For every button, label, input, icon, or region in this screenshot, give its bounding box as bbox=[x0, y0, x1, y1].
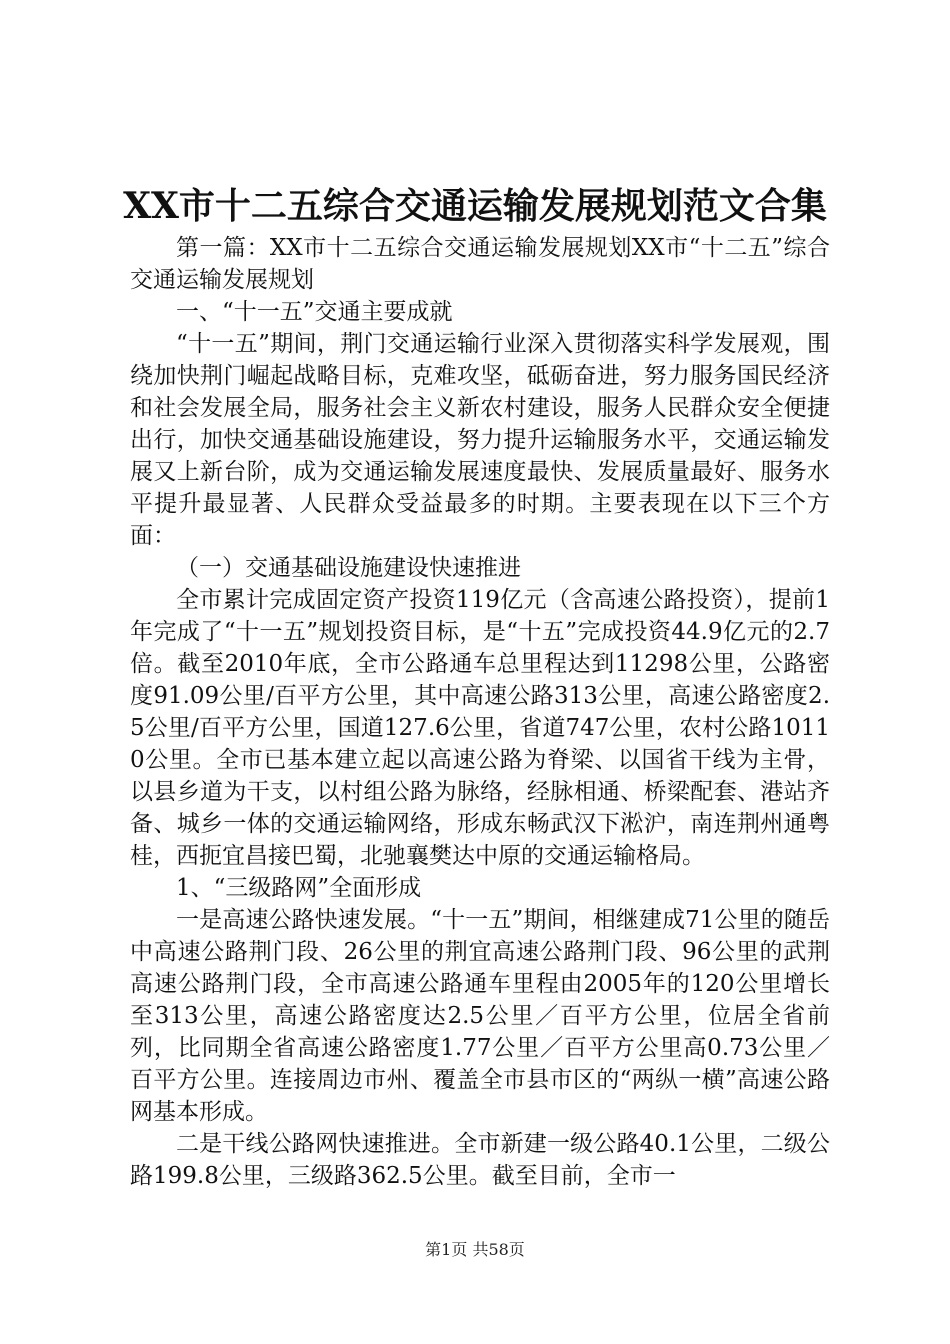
document-title: XX市十二五综合交通运输发展规划范文合集 bbox=[123, 185, 827, 227]
paragraph-highway: 一是高速公路快速发展。“十一五”期间，相继建成71公里的随岳中高速公路荆门段、26公里的荆宜高速公路荆门段、96公里的武荆高速公路荆门段，全市高速公路通车里程由2005年的120公里增长至313公里，高速公路密度达2.5公里／百平方公里，位居全省前列，比同期全省高速公路密度1.77公里／百平方公里高0.73公里／百平方公里。连接周边市州、覆盖全市县市区的“两纵一横”高速公路网基本形成。 bbox=[130, 907, 830, 1125]
item-heading-1: 1、“三级路网”全面形成 bbox=[176, 875, 422, 901]
subsection-heading-1: （一）交通基础设施建设快速推进 bbox=[176, 555, 521, 581]
paragraph-investment: 全市累计完成固定资产投资119亿元（含高速公路投资），提前1年完成了“十一五”规划投资目标，是“十五”完成投资44.9亿元的2.7倍。截至2010年底，全市公路通车总里程达到11298公里，公路密度91.09公里/百平方公里，其中高速公路313公里，高速公路密度2.5公里/百平方公里，国道127.6公里，省道747公里，农村公路10110公里。全市已基本建立起以高速公路为脊梁、以国省干线为主骨，以县乡道为干支，以村组公路为脉络，经脉相通、桥梁配套、港站齐备、城乡一体的交通运输网络，形成东畅武汉下淞沪，南连荆州通粤桂，西扼宜昌接巴蜀，北驰襄樊达中原的交通运输格局。 bbox=[130, 587, 830, 869]
paragraph-intro: 第一篇：XX市十二五综合交通运输发展规划XX市“十二五”综合交通运输发展规划 bbox=[130, 235, 830, 293]
paragraph-overview: “十一五”期间，荆门交通运输行业深入贯彻落实科学发展观，围绕加快荆门崛起战略目标，克难攻坚，砥砺奋进，努力服务国民经济和社会发展全局，服务社会主义新农村建设，服务人民群众安全便捷出行，加快交通基础设施建设，努力提升运输服务水平，交通运输发展又上新台阶，成为交通运输发展速度最快、发展质量最好、服务水平提升最显著、人民群众受益最多的时期。主要表现在以下三个方面： bbox=[130, 331, 830, 549]
section-heading-1: 一、“十一五”交通主要成就 bbox=[176, 299, 453, 325]
document-body bbox=[130, 232, 830, 1192]
paragraph-trunk-roads: 二是干线公路网快速推进。全市新建一级公路40.1公里，二级公路199.8公里，三级路362.5公里。截至目前，全市一 bbox=[130, 1131, 830, 1189]
page-footer: 第1页 共58页 bbox=[425, 1240, 525, 1259]
